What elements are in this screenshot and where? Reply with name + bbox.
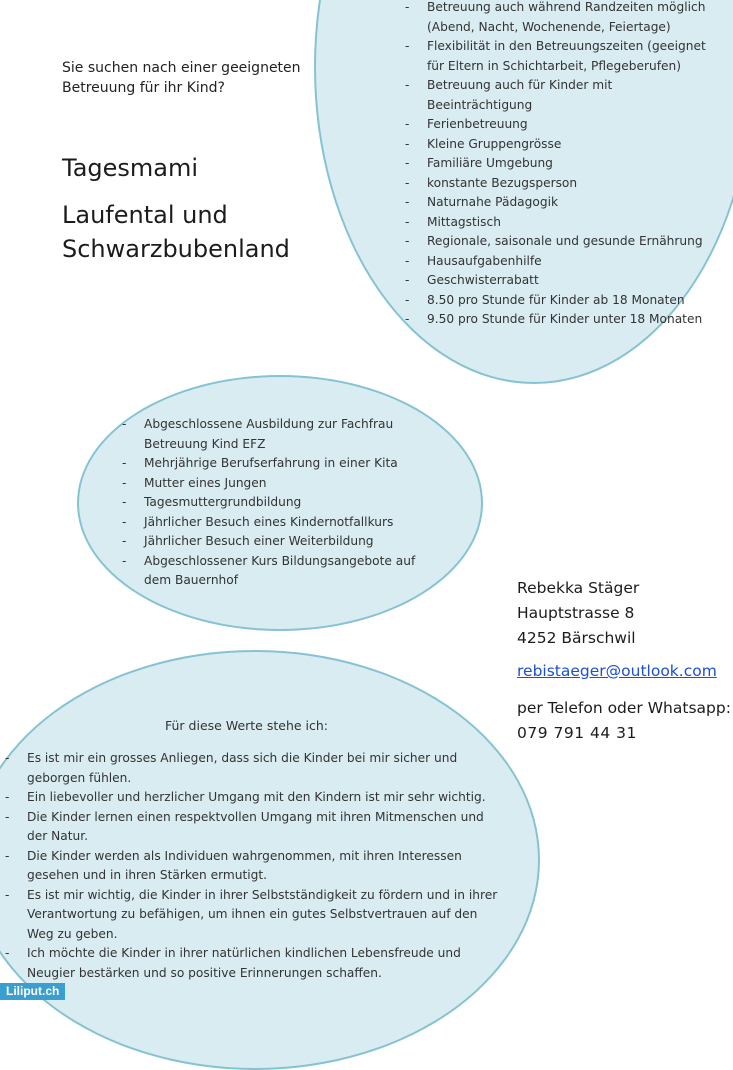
list-item: - Ein liebevoller und herzlicher Umgang mit den Kindern ist mir sehr wichtig. [5, 788, 505, 808]
list-item: - 9.50 pro Stunde für Kinder unter 18 Monaten [405, 310, 720, 330]
list-item: - Mutter eines Jungen [122, 474, 442, 494]
list-item: - konstante Bezugsperson [405, 174, 720, 194]
list-item: - Flexibilität in den Betreuungszeiten (geeignet für Eltern in Schichtarbeit, Pflegeberufen) [405, 37, 720, 76]
list-item: - Ich möchte die Kinder in ihrer natürlichen kindlichen Lebensfreude und Neugier bestärken und so positive Erinnerungen schaffen. [5, 944, 505, 983]
list-item: - Kleine Gruppengrösse [405, 135, 720, 155]
contact-street: Hauptstrasse 8 [517, 604, 635, 622]
contact-city: 4252 Bärschwil [517, 629, 636, 647]
title-tagesmami: Tagesmami [62, 154, 199, 182]
list-item: - Geschwisterrabatt [405, 271, 720, 291]
list-item: - Es ist mir wichtig, die Kinder in ihrer Selbstständigkeit zu fördern und in ihrer Verantwortung zu befähigen, um ihnen ein gutes Selbstvertrauen auf den Weg zu geben. [5, 886, 505, 945]
list-item: - Mittagstisch [405, 213, 720, 233]
list-item: - Betreuung auch während Randzeiten möglich (Abend, Nacht, Wochenende, Feiertage) [405, 0, 720, 37]
title-region: Laufental und Schwarzbubenland [62, 201, 290, 263]
list-item: - 8.50 pro Stunde für Kinder ab 18 Monaten [405, 291, 720, 311]
contact-name: Rebekka Stäger [517, 579, 640, 597]
headline: Sie suchen nach einer geeigneten Betreuung für ihr Kind? [62, 60, 301, 96]
list-item: - Jährlicher Besuch einer Weiterbildung [122, 532, 442, 552]
phone-number: 079 791 44 31 [517, 724, 637, 742]
liliput-logo: Liliput.ch [0, 983, 65, 1000]
list-item: - Die Kinder lernen einen respektvollen Umgang mit ihren Mitmenschen und der Natur. [5, 808, 505, 847]
list-item: - Hausaufgabenhilfe [405, 252, 720, 272]
email-link[interactable]: rebistaeger@outlook.com [517, 662, 717, 680]
list-item: - Mehrjährige Berufserfahrung in einer Kita [122, 454, 442, 474]
list-item: - Jährlicher Besuch eines Kindernotfallkurs [122, 513, 442, 533]
qualifications-list [122, 415, 442, 591]
list-item: - Betreuung auch für Kinder mit Beeinträchtigung [405, 76, 720, 115]
list-item: - Die Kinder werden als Individuen wahrgenommen, mit ihren Interessen gesehen und in ihren Stärken ermutigt. [5, 847, 505, 886]
list-item: - Ferienbetreuung [405, 115, 720, 135]
offers-list [405, 0, 720, 330]
contact-address [517, 576, 639, 651]
list-item: - Tagesmuttergrundbildung [122, 493, 442, 513]
list-item: - Es ist mir ein grosses Anliegen, dass sich die Kinder bei mir sicher und geborgen fühlen. [5, 749, 505, 788]
values-heading: Für diese Werte stehe ich: [165, 718, 329, 733]
list-item: - Regionale, saisonale und gesunde Ernährung [405, 232, 720, 252]
values-list [5, 749, 505, 983]
phone-label: per Telefon oder Whatsapp: [517, 699, 731, 717]
list-item: - Abgeschlossene Ausbildung zur Fachfrau Betreuung Kind EFZ [122, 415, 442, 454]
list-item: - Naturnahe Pädagogik [405, 193, 720, 213]
list-item: - Abgeschlossener Kurs Bildungsangebote auf dem Bauernhof [122, 552, 442, 591]
list-item: - Familiäre Umgebung [405, 154, 720, 174]
